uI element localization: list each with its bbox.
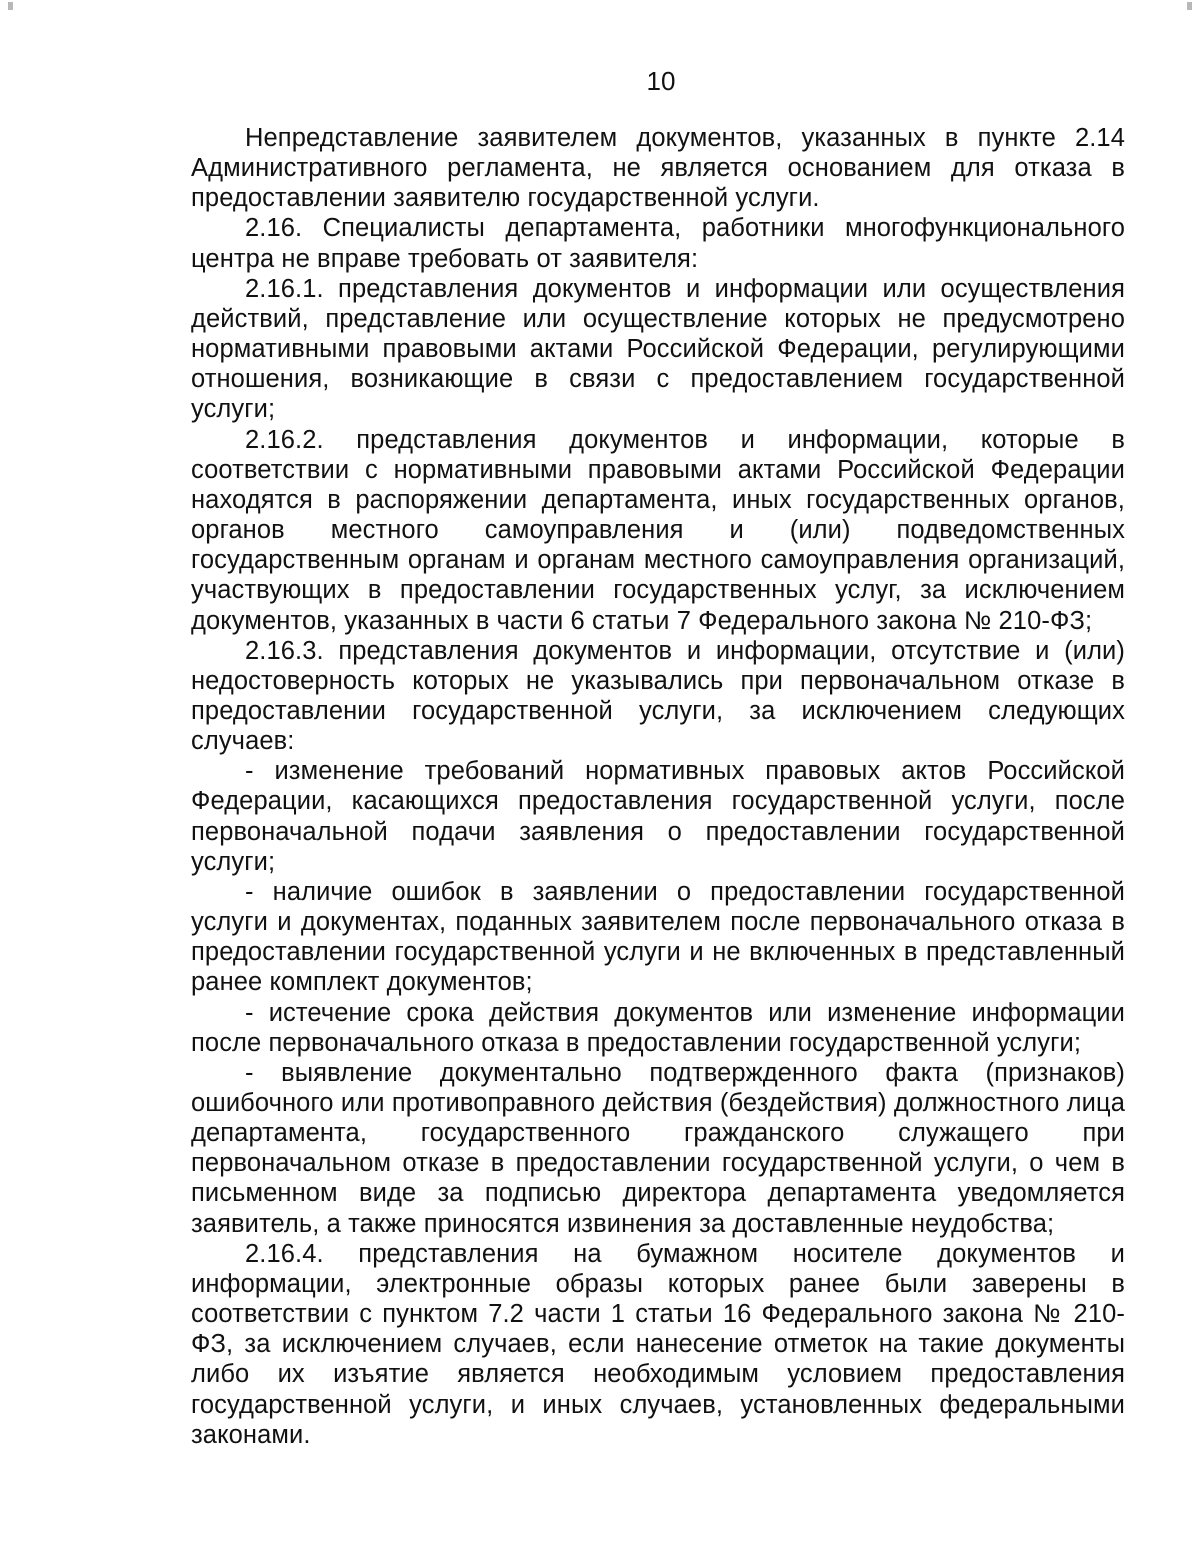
scan-artifact-mark [1187, 2, 1192, 10]
list-item-errors-in-application: - наличие ошибок в заявлении о предоставлении государственной услуги и документах, поданных заявителем после первоначального отказа в предоставлении государственной услуги и не включенных в представленный ранее комплект документов; [191, 877, 1125, 997]
list-item-document-expiry: - истечение срока действия документов или изменение информации после первоначального отказа в предоставлении государственной услуги; [191, 998, 1125, 1057]
paragraph-2-16-2: 2.16.2. представления документов и информации, которые в соответствии с нормативными правовыми актами Российской Федерации находятся в распоряжении департамента, иных государственных органов, органов местного самоуправления и (или) подведомственных государственным органам и органам местного самоуправления организаций, участвующих в предоставлении государственных услуг, за исключением документов, указанных в части 6 статьи 7 Федерального закона № 210-ФЗ; [191, 425, 1125, 635]
paragraph-non-submission: Непредставление заявителем документов, указанных в пункте 2.14 Административного регламента, не является основанием для отказа в предоставлении заявителю государственной услуги. [191, 124, 1125, 213]
list-item-wrongful-action: - выявление документально подтвержденного факта (признаков) ошибочного или противоправного действия (бездействия) должностного лица департамента, государственного гражданского служащего при первоначальном отказе в предоставлении государственной услуги, о чем в письменном виде за подписью директора департамента уведомляется заявитель, а также приносятся извинения за доставленные неудобства; [191, 1058, 1125, 1238]
paragraph-2-16-4: 2.16.4. представления на бумажном носителе документов и информации, электронные образы которых ранее были заверены в соответствии с пунктом 7.2 части 1 статьи 16 Федерального закона № 210-ФЗ, за исключением случаев, если нанесение отметок на такие документы либо их изъятие является необходимым условием предоставления государственной услуги, и иных случаев, установленных федеральными законами. [191, 1239, 1125, 1449]
paragraph-2-16: 2.16. Специалисты департамента, работники многофункционального центра не вправе требовать от заявителя: [191, 214, 1125, 273]
page-number: 10 [646, 66, 676, 96]
paragraph-2-16-3: 2.16.3. представления документов и информации, отсутствие и (или) недостоверность которых не указывались при первоначальном отказе в предоставлении государственной услуги, за исключением следующих случаев: [191, 636, 1125, 756]
paragraph-2-16-1: 2.16.1. представления документов и информации или осуществления действий, представление или осуществление которых не предусмотрено нормативными правовыми актами Российской Федерации, регулирующими отношения, возникающие в связи с предоставлением государственной услуги; [191, 274, 1125, 424]
document-body [191, 123, 1125, 1450]
list-item-requirements-change: - изменение требований нормативных правовых актов Российской Федерации, касающихся предоставления государственной услуги, после первоначальной подачи заявления о предоставлении государственной услуги; [191, 757, 1125, 876]
scan-artifact-mark [8, 2, 13, 10]
